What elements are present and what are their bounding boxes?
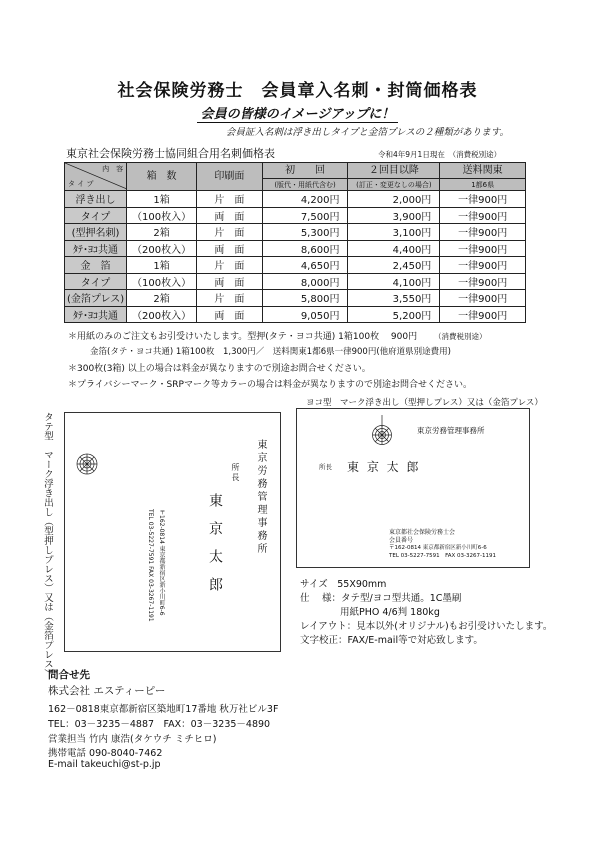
intro-note: 会員証入名刺は浮き出しタイプと金箔プレスの２種類があります。	[225, 127, 509, 138]
v-person-name: 東京太郎	[207, 493, 223, 605]
header-second-sub: (訂正・変更なしの場合)	[348, 179, 440, 191]
print-cell: 片 面	[197, 257, 263, 274]
v-phone: TEL 03-5227-7591 FAX 03-3267-1191	[147, 509, 154, 622]
boxes-cell: 2箱	[127, 224, 197, 241]
boxes-cell: （100枚入）	[127, 273, 197, 290]
second-price-cell: 2,000円	[348, 191, 440, 208]
shipping-cell: 一律900円	[440, 224, 526, 241]
h-association: 東京都社会保険労務士会	[389, 529, 456, 536]
first-price-cell: 4,200円	[262, 191, 348, 208]
first-price-cell: 4,650円	[262, 257, 348, 274]
h-association-no: 会員番号	[389, 537, 414, 544]
type-cell: ﾀﾃ･ﾖｺ共通	[65, 306, 127, 323]
print-cell: 両 面	[197, 306, 263, 323]
header-print: 印刷面	[197, 163, 263, 191]
header-boxes: 箱 数	[127, 163, 197, 191]
first-price-cell: 8,600円	[262, 240, 348, 257]
date-note: 令和4年9月1日現在 （消費税別途）	[378, 150, 502, 159]
contact-heading: 問合せ先	[48, 669, 90, 681]
second-price-cell: 3,100円	[348, 224, 440, 241]
header-second: ２回目以降	[348, 163, 440, 179]
print-cell: 両 面	[197, 273, 263, 290]
type-cell: 浮き出し	[65, 191, 127, 208]
table-row	[65, 306, 526, 323]
h-title: 所長	[319, 463, 332, 471]
footnote-1b: 金箔(タテ・ヨコ共通) 1箱100枚 1,300円／ 送料関東1都6県一律900円(他府道県別途費用)	[90, 347, 451, 357]
contact-company: 株式会社 エスティーピー	[48, 685, 166, 697]
first-price-cell: 8,000円	[262, 273, 348, 290]
shipping-cell: 一律900円	[440, 273, 526, 290]
corner-cell	[65, 163, 127, 191]
type-cell: ﾀﾃ･ﾖｺ共通	[65, 240, 127, 257]
table-row	[65, 207, 526, 224]
chrysanthemum-emblem-icon	[67, 449, 107, 479]
contact-rep: 営業担当 竹内 康浩(タケウチ ミチヒロ)	[48, 734, 217, 745]
shipping-cell: 一律900円	[440, 290, 526, 307]
type-cell: (型押名刺)	[65, 224, 127, 241]
page-subtitle	[0, 103, 595, 122]
table-row	[65, 224, 526, 241]
table-row	[65, 290, 526, 307]
first-price-cell: 5,800円	[262, 290, 348, 307]
shipping-cell: 一律900円	[440, 306, 526, 323]
second-price-cell: 3,550円	[348, 290, 440, 307]
spec-layout: レイアウト：見本以外(オリジナル)もお引受けいたします。	[300, 621, 553, 632]
spec-proof: 文字校正：FAX/E-mail等で対応致します。	[300, 635, 483, 646]
second-price-cell: 4,100円	[348, 273, 440, 290]
contact-tel: TEL：03－3235－4887 FAX：03－3235－4890	[48, 719, 271, 730]
vertical-sample-label: タテ型 マーク浮き出し（型押しプレス）又は（金箔プレス）	[42, 412, 53, 678]
boxes-cell: （200枚入）	[127, 240, 197, 257]
print-cell: 両 面	[197, 207, 263, 224]
subtitle-text: 会員の皆様のイメージアップに！	[197, 107, 399, 123]
footnote-2: ＊300枚(3箱) 以上の場合は料金が異なりますので別途お問合せください。	[68, 364, 371, 374]
header-first: 初 回	[262, 163, 348, 179]
v-title: 所長	[231, 463, 240, 483]
second-price-cell: 3,900円	[348, 207, 440, 224]
spec-paper: 用紙PHO 4/6判 180kg	[340, 607, 440, 618]
second-price-cell: 5,200円	[348, 306, 440, 323]
footnote-1-text: ＊用紙のみのご注文もお引受けいたします。型押(タテ・ヨコ共通) 1箱100枚 900円	[68, 332, 418, 342]
footnote-1-tax: （消費税別途）	[433, 332, 487, 341]
print-cell: 片 面	[197, 224, 263, 241]
table-title: 東京社会保険労務士協同組合用名刺価格表	[66, 147, 275, 160]
header-shipping-sub: 1都6県	[440, 179, 526, 191]
footnote-3: ＊プライバシーマーク・SRPマーク等カラーの場合は料金が異なりますので別途お問合せください。	[68, 380, 472, 390]
spec-style: 仕 様：タテ型/ヨコ型共通。1C墨刷	[300, 593, 462, 604]
contact-address: 162－0818東京都新宿区築地町17番地 秋万社ビル3F	[48, 704, 279, 715]
type-cell: タイプ	[65, 207, 127, 224]
boxes-cell: 2箱	[127, 290, 197, 307]
contact-email: E-mail takeuchi@st-p.jp	[48, 759, 161, 770]
h-office-name: 東京労務管理事務所	[417, 426, 485, 435]
table-row	[65, 240, 526, 257]
boxes-cell: 1箱	[127, 257, 197, 274]
shipping-cell: 一律900円	[440, 207, 526, 224]
header-first-sub: (版代・用紙代含む)	[262, 179, 348, 191]
type-cell: 金 箔	[65, 257, 127, 274]
shipping-cell: 一律900円	[440, 257, 526, 274]
table-row	[65, 191, 526, 208]
vertical-card-sample	[64, 412, 281, 652]
table-row	[65, 257, 526, 274]
horizontal-sample-label: ヨコ型 マーク浮き出し（型押しプレス）又は（金箔プレス）	[306, 398, 543, 408]
table-row	[65, 273, 526, 290]
first-price-cell: 9,050円	[262, 306, 348, 323]
print-cell: 片 面	[197, 290, 263, 307]
horizontal-card-sample	[296, 396, 543, 568]
page-title: 社会保険労務士 会員章入名刺・封筒価格表	[117, 81, 478, 101]
first-price-cell: 7,500円	[262, 207, 348, 224]
shipping-cell: 一律900円	[440, 191, 526, 208]
corner-top-label: 内 容	[102, 165, 124, 173]
footnote-1	[68, 329, 486, 342]
h-address: 〒162-0814 東京都新宿区新小川町6-6	[389, 545, 487, 551]
chrysanthemum-emblem-icon	[367, 415, 397, 449]
second-price-cell: 4,400円	[348, 240, 440, 257]
header-shipping: 送料関東	[440, 163, 526, 179]
boxes-cell: 1箱	[127, 191, 197, 208]
v-office-name: 東京労務管理事務所	[255, 439, 266, 556]
boxes-cell: （200枚入）	[127, 306, 197, 323]
first-price-cell: 5,300円	[262, 224, 348, 241]
type-cell: タイプ	[65, 273, 127, 290]
shipping-cell: 一律900円	[440, 240, 526, 257]
print-cell: 片 面	[197, 191, 263, 208]
print-cell: 両 面	[197, 240, 263, 257]
second-price-cell: 2,450円	[348, 257, 440, 274]
table-header-row	[65, 163, 526, 179]
h-phone: TEL 03-5227-7591 FAX 03-3267-1191	[389, 553, 497, 559]
v-address: 〒162-0814 東京都新宿区新小川町6-6	[158, 509, 165, 616]
price-table	[64, 162, 526, 323]
h-person-name: 東 京 太 郎	[347, 460, 421, 474]
horizontal-card-frame	[296, 408, 530, 568]
corner-bottom-label: タ イ プ	[68, 180, 94, 188]
spec-size: サイズ 55X90mm	[300, 579, 387, 590]
contact-mobile: 携帯電話 090-8040-7462	[48, 748, 163, 759]
type-cell: (金箔プレス)	[65, 290, 127, 307]
boxes-cell: （100枚入）	[127, 207, 197, 224]
